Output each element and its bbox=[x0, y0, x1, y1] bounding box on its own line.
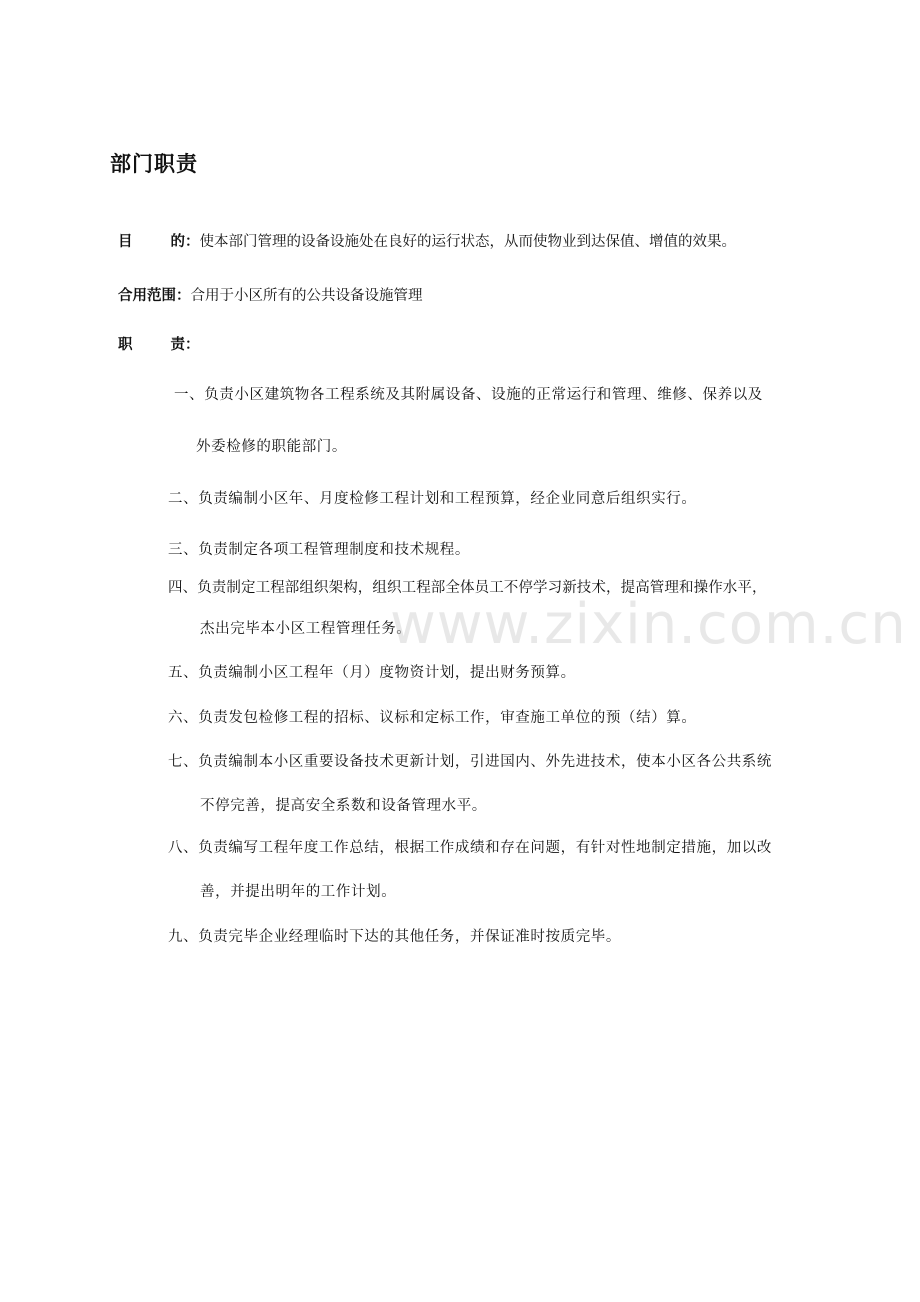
duty-item-1-line-1: 一、负责小区建筑物各工程系统及其附属设备、设施的正常运行和管理、维修、保养以及 bbox=[174, 387, 763, 403]
duty-item-2: 二、负责编制小区年、月度检修工程计划和工程预算，经企业同意后组织实行。 bbox=[168, 491, 697, 507]
scope-label: 合用范围： bbox=[118, 288, 191, 304]
scope-text: 合用于小区所有的公共设备设施管理 bbox=[190, 288, 423, 304]
duty-item-4-line-1: 四、负责制定工程部组织架构，组织工程部全体员工不停学习新技术，提高管理和操作水平， bbox=[168, 580, 767, 596]
purpose-field bbox=[118, 230, 736, 251]
scope-field bbox=[118, 284, 423, 305]
duties-label-1: 职 bbox=[118, 337, 133, 353]
purpose-label-1: 目 bbox=[118, 234, 133, 250]
duties-label-2: 责： bbox=[170, 337, 200, 353]
duty-item-5: 五、负责编制小区工程年（月）度物资计划，提出财务预算。 bbox=[168, 665, 576, 681]
purpose-label-2: 的： bbox=[170, 234, 200, 250]
duty-item-3: 三、负责制定各项工程管理制度和技术规程。 bbox=[168, 542, 470, 558]
purpose-text: 使本部门管理的设备设施处在良好的运行状态，从而使物业到达保值、增值的效果。 bbox=[199, 234, 736, 250]
duty-item-1-line-2: 外委检修的职能部门。 bbox=[196, 439, 347, 455]
duty-item-8-line-2: 善，并提出明年的工作计划。 bbox=[200, 884, 397, 900]
duty-item-4-line-2: 杰出完毕本小区工程管理任务。 bbox=[200, 621, 412, 637]
duty-item-7-line-2: 不停完善，提高安全系数和设备管理水平。 bbox=[200, 798, 487, 814]
page-title: 部门职责 bbox=[110, 152, 198, 176]
duties-field bbox=[118, 333, 200, 354]
watermark: www.zixin.com.cn bbox=[390, 592, 907, 657]
duty-item-7-line-1: 七、负责编制本小区重要设备技术更新计划，引进国内、外先进技术，使本小区各公共系统 bbox=[168, 754, 772, 770]
duty-item-8-line-1: 八、负责编写工程年度工作总结，根据工作成绩和存在问题，有针对性地制定措施，加以改 bbox=[168, 840, 772, 856]
duty-item-9: 九、负责完毕企业经理临时下达的其他任务，并保证准时按质完毕。 bbox=[168, 929, 621, 945]
duty-item-6: 六、负责发包检修工程的招标、议标和定标工作，审查施工单位的预（结）算。 bbox=[168, 710, 697, 726]
